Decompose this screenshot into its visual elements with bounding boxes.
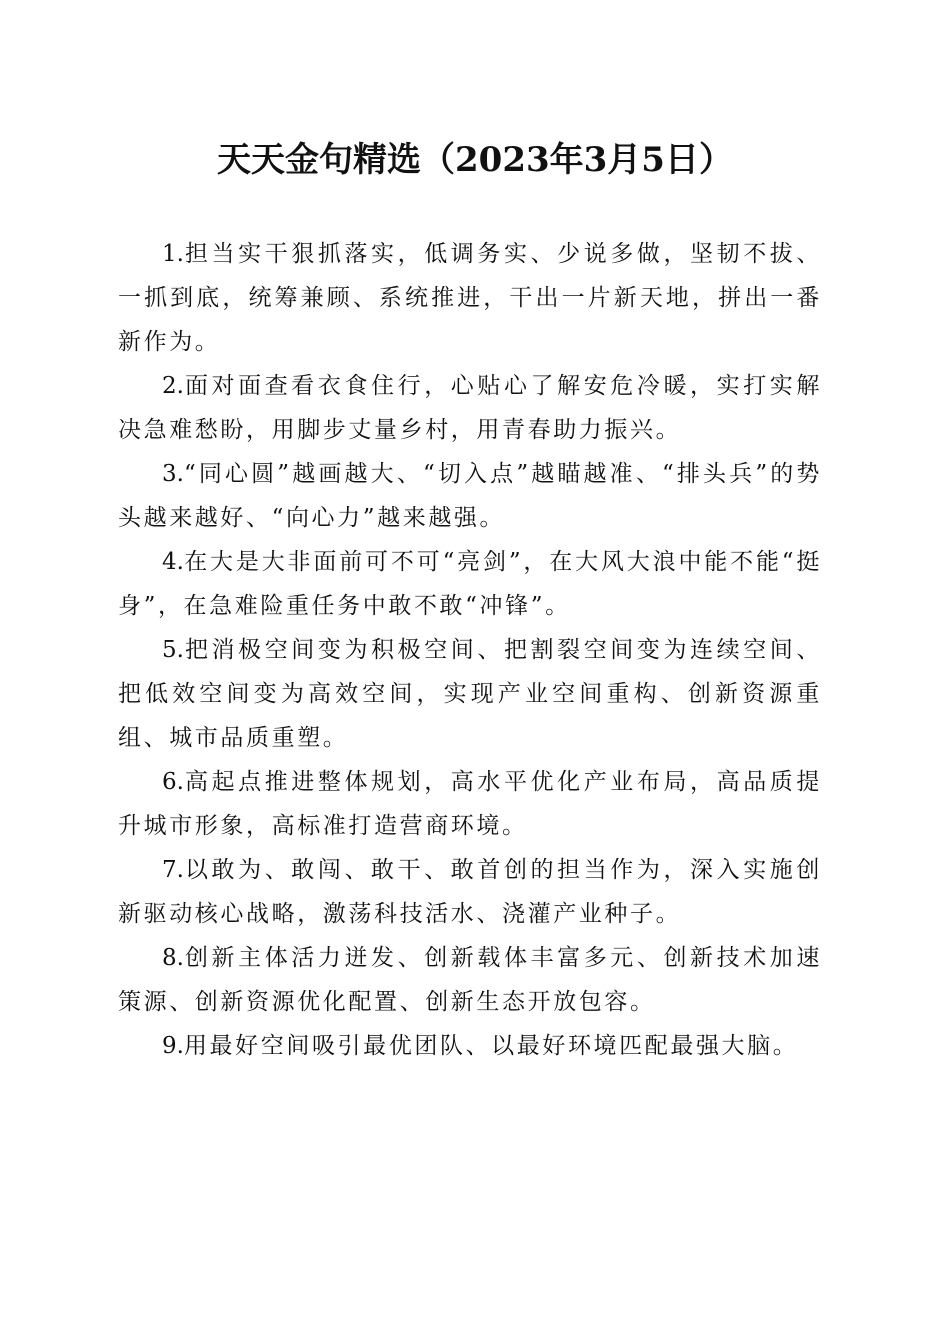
item-number: 8. bbox=[162, 945, 184, 971]
item-number: 4. bbox=[162, 549, 184, 575]
list-item bbox=[118, 848, 822, 936]
list-item bbox=[118, 364, 822, 452]
item-number: 7. bbox=[162, 857, 184, 883]
list-item bbox=[118, 628, 822, 760]
list-item bbox=[118, 540, 822, 628]
item-number: 2. bbox=[162, 373, 184, 399]
list-item bbox=[118, 232, 822, 364]
list-item bbox=[118, 760, 822, 848]
item-number: 1. bbox=[162, 241, 184, 267]
document-title: 天天金句精选（2023年3月5日） bbox=[217, 140, 733, 180]
item-text: 创新主体活力迸发、创新载体丰富多元、创新技术加速策源、创新资源优化配置、创新生态开放包容。 bbox=[118, 945, 822, 1015]
list-item bbox=[118, 936, 822, 1024]
item-text: 以敢为、敢闯、敢干、敢首创的担当作为，深入实施创新驱动核心战略，激荡科技活水、浇灌产业种子。 bbox=[118, 857, 822, 927]
item-text: 在大是大非面前可不可“亮剑”，在大风大浪中能不能“挺身”，在急难险重任务中敢不敢“冲锋”。 bbox=[118, 549, 822, 619]
item-number: 3. bbox=[162, 461, 184, 487]
item-text: 把消极空间变为积极空间、把割裂空间变为连续空间、把低效空间变为高效空间，实现产业空间重构、创新资源重组、城市品质重塑。 bbox=[118, 637, 822, 751]
item-number: 9. bbox=[162, 1033, 184, 1059]
item-number: 6. bbox=[162, 769, 184, 795]
item-text: 担当实干狠抓落实，低调务实、少说多做，坚韧不拔、一抓到底，统筹兼顾、系统推进，干出一片新天地，拼出一番新作为。 bbox=[118, 241, 822, 355]
document-body bbox=[118, 232, 822, 1068]
item-text: 面对面查看衣食住行，心贴心了解安危冷暖，实打实解决急难愁盼，用脚步丈量乡村，用青春助力振兴。 bbox=[118, 373, 822, 443]
list-item bbox=[118, 452, 822, 540]
list-item bbox=[118, 1024, 822, 1068]
item-text: 高起点推进整体规划，高水平优化产业布局，高品质提升城市形象，高标准打造营商环境。 bbox=[118, 769, 822, 839]
item-text: “同心圆”越画越大、“切入点”越瞄越准、“排头兵”的势头越来越好、“向心力”越来越强。 bbox=[118, 461, 822, 531]
item-text: 用最好空间吸引最优团队、以最好环境匹配最强大脑。 bbox=[183, 1033, 799, 1059]
item-number: 5. bbox=[162, 637, 184, 663]
